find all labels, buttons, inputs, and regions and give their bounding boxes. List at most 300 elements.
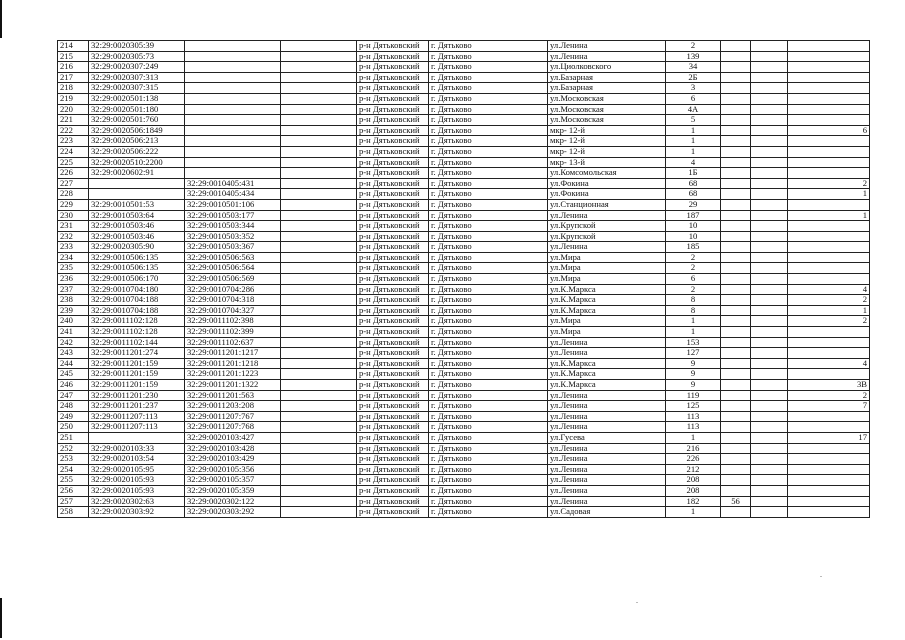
table-row xyxy=(58,411,870,422)
blank-col-cell xyxy=(281,62,357,73)
district-cell: р-н Дятьковский xyxy=(357,316,429,327)
blank-col-cell xyxy=(281,221,357,232)
table-row xyxy=(58,125,870,136)
city-cell: г. Дятьково xyxy=(429,93,548,104)
building-number-cell xyxy=(721,295,751,306)
building-cadastral-number-cell: 32:29:0020303:292 xyxy=(185,507,281,518)
row-number-cell: 226 xyxy=(58,168,89,179)
row-number-cell: 242 xyxy=(58,337,89,348)
table-row xyxy=(58,305,870,316)
table-row xyxy=(58,242,870,253)
street-cell: ул.Ленина xyxy=(548,41,666,52)
house-number-cell: 4А xyxy=(666,104,721,115)
land-cadastral-number-cell: 32:29:0020305:90 xyxy=(89,242,185,253)
apartment-number-cell xyxy=(788,274,870,285)
apartment-number-cell: 6 xyxy=(788,125,870,136)
flat-extra-cell xyxy=(751,464,788,475)
land-cadastral-number-cell: 32:29:0010704:180 xyxy=(89,284,185,295)
building-number-cell xyxy=(721,157,751,168)
apartment-number-cell xyxy=(788,136,870,147)
land-cadastral-number-cell: 32:29:0011201:274 xyxy=(89,348,185,359)
table-row xyxy=(58,422,870,433)
street-cell: ул.К.Маркса xyxy=(548,369,666,380)
scan-speck xyxy=(636,602,638,603)
table-row xyxy=(58,401,870,412)
blank-col-cell xyxy=(281,252,357,263)
district-cell: р-н Дятьковский xyxy=(357,274,429,285)
flat-extra-cell xyxy=(751,305,788,316)
house-number-cell: 2 xyxy=(666,252,721,263)
blank-col-cell xyxy=(281,274,357,285)
apartment-number-cell: 4 xyxy=(788,358,870,369)
apartment-number-cell xyxy=(788,337,870,348)
apartment-number-cell xyxy=(788,104,870,115)
street-cell: ул.Крупской xyxy=(548,231,666,242)
apartment-number-cell xyxy=(788,411,870,422)
building-number-cell xyxy=(721,252,751,263)
row-number-cell: 240 xyxy=(58,316,89,327)
flat-extra-cell xyxy=(751,263,788,274)
building-cadastral-number-cell xyxy=(185,115,281,126)
flat-extra-cell xyxy=(751,51,788,62)
district-cell: р-н Дятьковский xyxy=(357,199,429,210)
house-number-cell: 139 xyxy=(666,51,721,62)
flat-extra-cell xyxy=(751,432,788,443)
city-cell: г. Дятьково xyxy=(429,390,548,401)
row-number-cell: 251 xyxy=(58,432,89,443)
house-number-cell: 8 xyxy=(666,305,721,316)
house-number-cell: 2 xyxy=(666,284,721,295)
building-cadastral-number-cell: 32:29:0010506:569 xyxy=(185,274,281,285)
building-cadastral-number-cell: 32:29:0020105:356 xyxy=(185,464,281,475)
blank-col-cell xyxy=(281,41,357,52)
blank-col-cell xyxy=(281,210,357,221)
house-number-cell: 10 xyxy=(666,221,721,232)
building-number-cell xyxy=(721,337,751,348)
apartment-number-cell xyxy=(788,146,870,157)
building-number-cell xyxy=(721,41,751,52)
flat-extra-cell xyxy=(751,496,788,507)
land-cadastral-number-cell: 32:29:0020506:213 xyxy=(89,136,185,147)
row-number-cell: 224 xyxy=(58,146,89,157)
flat-extra-cell xyxy=(751,316,788,327)
apartment-number-cell xyxy=(788,72,870,83)
land-cadastral-number-cell: 32:29:0010503:64 xyxy=(89,210,185,221)
house-number-cell: 4 xyxy=(666,157,721,168)
blank-col-cell xyxy=(281,327,357,338)
land-cadastral-number-cell: 32:29:0020105:95 xyxy=(89,464,185,475)
flat-extra-cell xyxy=(751,146,788,157)
house-number-cell: 185 xyxy=(666,242,721,253)
building-number-cell xyxy=(721,231,751,242)
table-row xyxy=(58,507,870,518)
district-cell: р-н Дятьковский xyxy=(357,231,429,242)
blank-col-cell xyxy=(281,178,357,189)
table-row xyxy=(58,62,870,73)
house-number-cell: 68 xyxy=(666,189,721,200)
table-row xyxy=(58,168,870,179)
building-cadastral-number-cell: 32:29:0010506:563 xyxy=(185,252,281,263)
house-number-cell: 1 xyxy=(666,125,721,136)
table-row xyxy=(58,221,870,232)
table-row xyxy=(58,231,870,242)
city-cell: г. Дятьково xyxy=(429,83,548,94)
district-cell: р-н Дятьковский xyxy=(357,210,429,221)
city-cell: г. Дятьково xyxy=(429,41,548,52)
flat-extra-cell xyxy=(751,327,788,338)
building-number-cell xyxy=(721,327,751,338)
building-cadastral-number-cell: 32:29:0011207:767 xyxy=(185,411,281,422)
district-cell: р-н Дятьковский xyxy=(357,221,429,232)
street-cell: ул.Крупской xyxy=(548,221,666,232)
district-cell: р-н Дятьковский xyxy=(357,51,429,62)
land-cadastral-number-cell: 32:29:0010506:170 xyxy=(89,274,185,285)
city-cell: г. Дятьково xyxy=(429,432,548,443)
blank-col-cell xyxy=(281,316,357,327)
house-number-cell: 127 xyxy=(666,348,721,359)
flat-extra-cell xyxy=(751,125,788,136)
street-cell: ул.Ленина xyxy=(548,390,666,401)
house-number-cell: 153 xyxy=(666,337,721,348)
table-row xyxy=(58,443,870,454)
building-cadastral-number-cell: 32:29:0011201:1218 xyxy=(185,358,281,369)
row-number-cell: 215 xyxy=(58,51,89,62)
table-row xyxy=(58,136,870,147)
building-cadastral-number-cell: 32:29:0010503:344 xyxy=(185,221,281,232)
blank-col-cell xyxy=(281,475,357,486)
building-cadastral-number-cell: 32:29:0011102:398 xyxy=(185,316,281,327)
row-number-cell: 255 xyxy=(58,475,89,486)
flat-extra-cell xyxy=(751,401,788,412)
apartment-number-cell: 2 xyxy=(788,316,870,327)
flat-extra-cell xyxy=(751,390,788,401)
row-number-cell: 243 xyxy=(58,348,89,359)
apartment-number-cell xyxy=(788,496,870,507)
land-cadastral-number-cell xyxy=(89,178,185,189)
district-cell: р-н Дятьковский xyxy=(357,411,429,422)
row-number-cell: 256 xyxy=(58,485,89,496)
land-cadastral-number-cell: 32:29:0011207:113 xyxy=(89,411,185,422)
building-cadastral-number-cell: 32:29:0020105:357 xyxy=(185,475,281,486)
land-cadastral-number-cell: 32:29:0011201:237 xyxy=(89,401,185,412)
building-cadastral-number-cell xyxy=(185,136,281,147)
building-cadastral-number-cell: 32:29:0011201:1217 xyxy=(185,348,281,359)
building-cadastral-number-cell: 32:29:0010503:352 xyxy=(185,231,281,242)
district-cell: р-н Дятьковский xyxy=(357,496,429,507)
district-cell: р-н Дятьковский xyxy=(357,41,429,52)
building-number-cell xyxy=(721,242,751,253)
street-cell: мкр- 12-й xyxy=(548,136,666,147)
street-cell: ул.К.Маркса xyxy=(548,305,666,316)
house-number-cell: 1 xyxy=(666,327,721,338)
table-row xyxy=(58,369,870,380)
house-number-cell: 6 xyxy=(666,274,721,285)
blank-col-cell xyxy=(281,380,357,391)
city-cell: г. Дятьково xyxy=(429,411,548,422)
table-row xyxy=(58,157,870,168)
district-cell: р-н Дятьковский xyxy=(357,125,429,136)
district-cell: р-н Дятьковский xyxy=(357,83,429,94)
apartment-number-cell xyxy=(788,464,870,475)
table-row xyxy=(58,432,870,443)
building-number-cell xyxy=(721,104,751,115)
district-cell: р-н Дятьковский xyxy=(357,62,429,73)
street-cell: ул.Московская xyxy=(548,104,666,115)
land-cadastral-number-cell: 32:29:0020506:1849 xyxy=(89,125,185,136)
apartment-number-cell xyxy=(788,369,870,380)
building-cadastral-number-cell: 32:29:0011102:399 xyxy=(185,327,281,338)
district-cell: р-н Дятьковский xyxy=(357,295,429,306)
house-number-cell: 3 xyxy=(666,83,721,94)
blank-col-cell xyxy=(281,337,357,348)
flat-extra-cell xyxy=(751,242,788,253)
property-register-table xyxy=(57,40,870,518)
building-cadastral-number-cell: 32:29:0010704:327 xyxy=(185,305,281,316)
blank-col-cell xyxy=(281,454,357,465)
flat-extra-cell xyxy=(751,369,788,380)
city-cell: г. Дятьково xyxy=(429,263,548,274)
land-cadastral-number-cell: 32:29:0020510:2200 xyxy=(89,157,185,168)
row-number-cell: 250 xyxy=(58,422,89,433)
district-cell: р-н Дятьковский xyxy=(357,168,429,179)
apartment-number-cell xyxy=(788,443,870,454)
building-cadastral-number-cell: 32:29:0011203:208 xyxy=(185,401,281,412)
district-cell: р-н Дятьковский xyxy=(357,358,429,369)
row-number-cell: 230 xyxy=(58,210,89,221)
district-cell: р-н Дятьковский xyxy=(357,157,429,168)
city-cell: г. Дятьково xyxy=(429,475,548,486)
apartment-number-cell xyxy=(788,83,870,94)
land-cadastral-number-cell: 32:29:0020501:180 xyxy=(89,104,185,115)
district-cell: р-н Дятьковский xyxy=(357,115,429,126)
apartment-number-cell: 1 xyxy=(788,305,870,316)
flat-extra-cell xyxy=(751,104,788,115)
apartment-number-cell xyxy=(788,221,870,232)
building-number-cell xyxy=(721,274,751,285)
apartment-number-cell xyxy=(788,507,870,518)
building-cadastral-number-cell xyxy=(185,157,281,168)
building-number-cell xyxy=(721,115,751,126)
street-cell: ул.Ленина xyxy=(548,348,666,359)
binder-mark-bottom xyxy=(0,598,2,638)
blank-col-cell xyxy=(281,83,357,94)
building-cadastral-number-cell: 32:29:0010405:431 xyxy=(185,178,281,189)
city-cell: г. Дятьково xyxy=(429,221,548,232)
street-cell: ул.Ленина xyxy=(548,242,666,253)
city-cell: г. Дятьково xyxy=(429,189,548,200)
flat-extra-cell xyxy=(751,337,788,348)
apartment-number-cell: 7 xyxy=(788,401,870,412)
district-cell: р-н Дятьковский xyxy=(357,454,429,465)
building-number-cell xyxy=(721,454,751,465)
street-cell: ул.Мира xyxy=(548,274,666,285)
land-cadastral-number-cell: 32:29:0020307:249 xyxy=(89,62,185,73)
blank-col-cell xyxy=(281,390,357,401)
street-cell: ул.К.Маркса xyxy=(548,358,666,369)
row-number-cell: 246 xyxy=(58,380,89,391)
house-number-cell: 1 xyxy=(666,507,721,518)
row-number-cell: 218 xyxy=(58,83,89,94)
city-cell: г. Дятьково xyxy=(429,305,548,316)
blank-col-cell xyxy=(281,348,357,359)
table-row xyxy=(58,146,870,157)
apartment-number-cell: 4 xyxy=(788,284,870,295)
house-number-cell: 34 xyxy=(666,62,721,73)
flat-extra-cell xyxy=(751,422,788,433)
apartment-number-cell xyxy=(788,62,870,73)
building-number-cell xyxy=(721,411,751,422)
street-cell: ул.Комсомольская xyxy=(548,168,666,179)
street-cell: ул.Ленина xyxy=(548,422,666,433)
building-number-cell xyxy=(721,422,751,433)
land-cadastral-number-cell: 32:29:0020307:313 xyxy=(89,72,185,83)
row-number-cell: 238 xyxy=(58,295,89,306)
city-cell: г. Дятьково xyxy=(429,327,548,338)
building-number-cell xyxy=(721,475,751,486)
district-cell: р-н Дятьковский xyxy=(357,284,429,295)
table-row xyxy=(58,496,870,507)
apartment-number-cell xyxy=(788,485,870,496)
land-cadastral-number-cell: 32:29:0020303:92 xyxy=(89,507,185,518)
district-cell: р-н Дятьковский xyxy=(357,178,429,189)
building-number-cell xyxy=(721,390,751,401)
city-cell: г. Дятьково xyxy=(429,104,548,115)
row-number-cell: 222 xyxy=(58,125,89,136)
street-cell: ул.Мира xyxy=(548,263,666,274)
district-cell: р-н Дятьковский xyxy=(357,327,429,338)
row-number-cell: 237 xyxy=(58,284,89,295)
house-number-cell: 187 xyxy=(666,210,721,221)
land-cadastral-number-cell: 32:29:0010704:188 xyxy=(89,305,185,316)
apartment-number-cell xyxy=(788,348,870,359)
flat-extra-cell xyxy=(751,168,788,179)
apartment-number-cell xyxy=(788,168,870,179)
blank-col-cell xyxy=(281,401,357,412)
city-cell: г. Дятьково xyxy=(429,464,548,475)
blank-col-cell xyxy=(281,464,357,475)
district-cell: р-н Дятьковский xyxy=(357,348,429,359)
table-row xyxy=(58,51,870,62)
table-row xyxy=(58,284,870,295)
city-cell: г. Дятьково xyxy=(429,507,548,518)
apartment-number-cell xyxy=(788,51,870,62)
table-row xyxy=(58,358,870,369)
apartment-number-cell: 2 xyxy=(788,178,870,189)
row-number-cell: 234 xyxy=(58,252,89,263)
city-cell: г. Дятьково xyxy=(429,496,548,507)
table-row xyxy=(58,83,870,94)
city-cell: г. Дятьково xyxy=(429,146,548,157)
city-cell: г. Дятьково xyxy=(429,337,548,348)
street-cell: ул.Фокина xyxy=(548,178,666,189)
house-number-cell: 2 xyxy=(666,41,721,52)
building-number-cell xyxy=(721,72,751,83)
building-number-cell xyxy=(721,125,751,136)
district-cell: р-н Дятьковский xyxy=(357,432,429,443)
building-number-cell xyxy=(721,432,751,443)
street-cell: ул.Базарная xyxy=(548,83,666,94)
district-cell: р-н Дятьковский xyxy=(357,305,429,316)
city-cell: г. Дятьково xyxy=(429,199,548,210)
land-cadastral-number-cell: 32:29:0020302:63 xyxy=(89,496,185,507)
district-cell: р-н Дятьковский xyxy=(357,93,429,104)
building-number-cell xyxy=(721,348,751,359)
apartment-number-cell xyxy=(788,252,870,263)
district-cell: р-н Дятьковский xyxy=(357,337,429,348)
house-number-cell: 68 xyxy=(666,178,721,189)
building-number-cell xyxy=(721,210,751,221)
blank-col-cell xyxy=(281,358,357,369)
building-number-cell xyxy=(721,401,751,412)
land-cadastral-number-cell: 32:29:0011102:128 xyxy=(89,316,185,327)
district-cell: р-н Дятьковский xyxy=(357,369,429,380)
street-cell: ул.Циолковского xyxy=(548,62,666,73)
row-number-cell: 220 xyxy=(58,104,89,115)
street-cell: ул.Гусева xyxy=(548,432,666,443)
blank-col-cell xyxy=(281,189,357,200)
flat-extra-cell xyxy=(751,72,788,83)
row-number-cell: 233 xyxy=(58,242,89,253)
blank-col-cell xyxy=(281,295,357,306)
building-cadastral-number-cell: 32:29:0011201:1322 xyxy=(185,380,281,391)
blank-col-cell xyxy=(281,199,357,210)
flat-extra-cell xyxy=(751,199,788,210)
house-number-cell: 5 xyxy=(666,115,721,126)
house-number-cell: 2Б xyxy=(666,72,721,83)
building-number-cell xyxy=(721,369,751,380)
flat-extra-cell xyxy=(751,178,788,189)
land-cadastral-number-cell: 32:29:0010501:53 xyxy=(89,199,185,210)
house-number-cell: 9 xyxy=(666,369,721,380)
district-cell: р-н Дятьковский xyxy=(357,104,429,115)
city-cell: г. Дятьково xyxy=(429,115,548,126)
row-number-cell: 223 xyxy=(58,136,89,147)
building-number-cell xyxy=(721,464,751,475)
street-cell: ул.Ленина xyxy=(548,475,666,486)
table-row xyxy=(58,475,870,486)
row-number-cell: 257 xyxy=(58,496,89,507)
building-cadastral-number-cell: 32:29:0010503:367 xyxy=(185,242,281,253)
blank-col-cell xyxy=(281,242,357,253)
table-row xyxy=(58,295,870,306)
table-row xyxy=(58,178,870,189)
house-number-cell: 1 xyxy=(666,432,721,443)
building-number-cell xyxy=(721,146,751,157)
row-number-cell: 235 xyxy=(58,263,89,274)
building-number-cell xyxy=(721,93,751,104)
table-row xyxy=(58,263,870,274)
row-number-cell: 229 xyxy=(58,199,89,210)
blank-col-cell xyxy=(281,263,357,274)
building-cadastral-number-cell xyxy=(185,51,281,62)
district-cell: р-н Дятьковский xyxy=(357,401,429,412)
street-cell: ул.Ленина xyxy=(548,454,666,465)
building-cadastral-number-cell: 32:29:0020103:427 xyxy=(185,432,281,443)
city-cell: г. Дятьково xyxy=(429,348,548,359)
building-cadastral-number-cell: 32:29:0010704:318 xyxy=(185,295,281,306)
building-cadastral-number-cell xyxy=(185,93,281,104)
land-cadastral-number-cell: 32:29:0020501:760 xyxy=(89,115,185,126)
flat-extra-cell xyxy=(751,443,788,454)
row-number-cell: 227 xyxy=(58,178,89,189)
house-number-cell: 9 xyxy=(666,358,721,369)
house-number-cell: 29 xyxy=(666,199,721,210)
apartment-number-cell xyxy=(788,93,870,104)
district-cell: р-н Дятьковский xyxy=(357,485,429,496)
city-cell: г. Дятьково xyxy=(429,316,548,327)
building-cadastral-number-cell: 32:29:0010503:177 xyxy=(185,210,281,221)
building-number-cell xyxy=(721,178,751,189)
